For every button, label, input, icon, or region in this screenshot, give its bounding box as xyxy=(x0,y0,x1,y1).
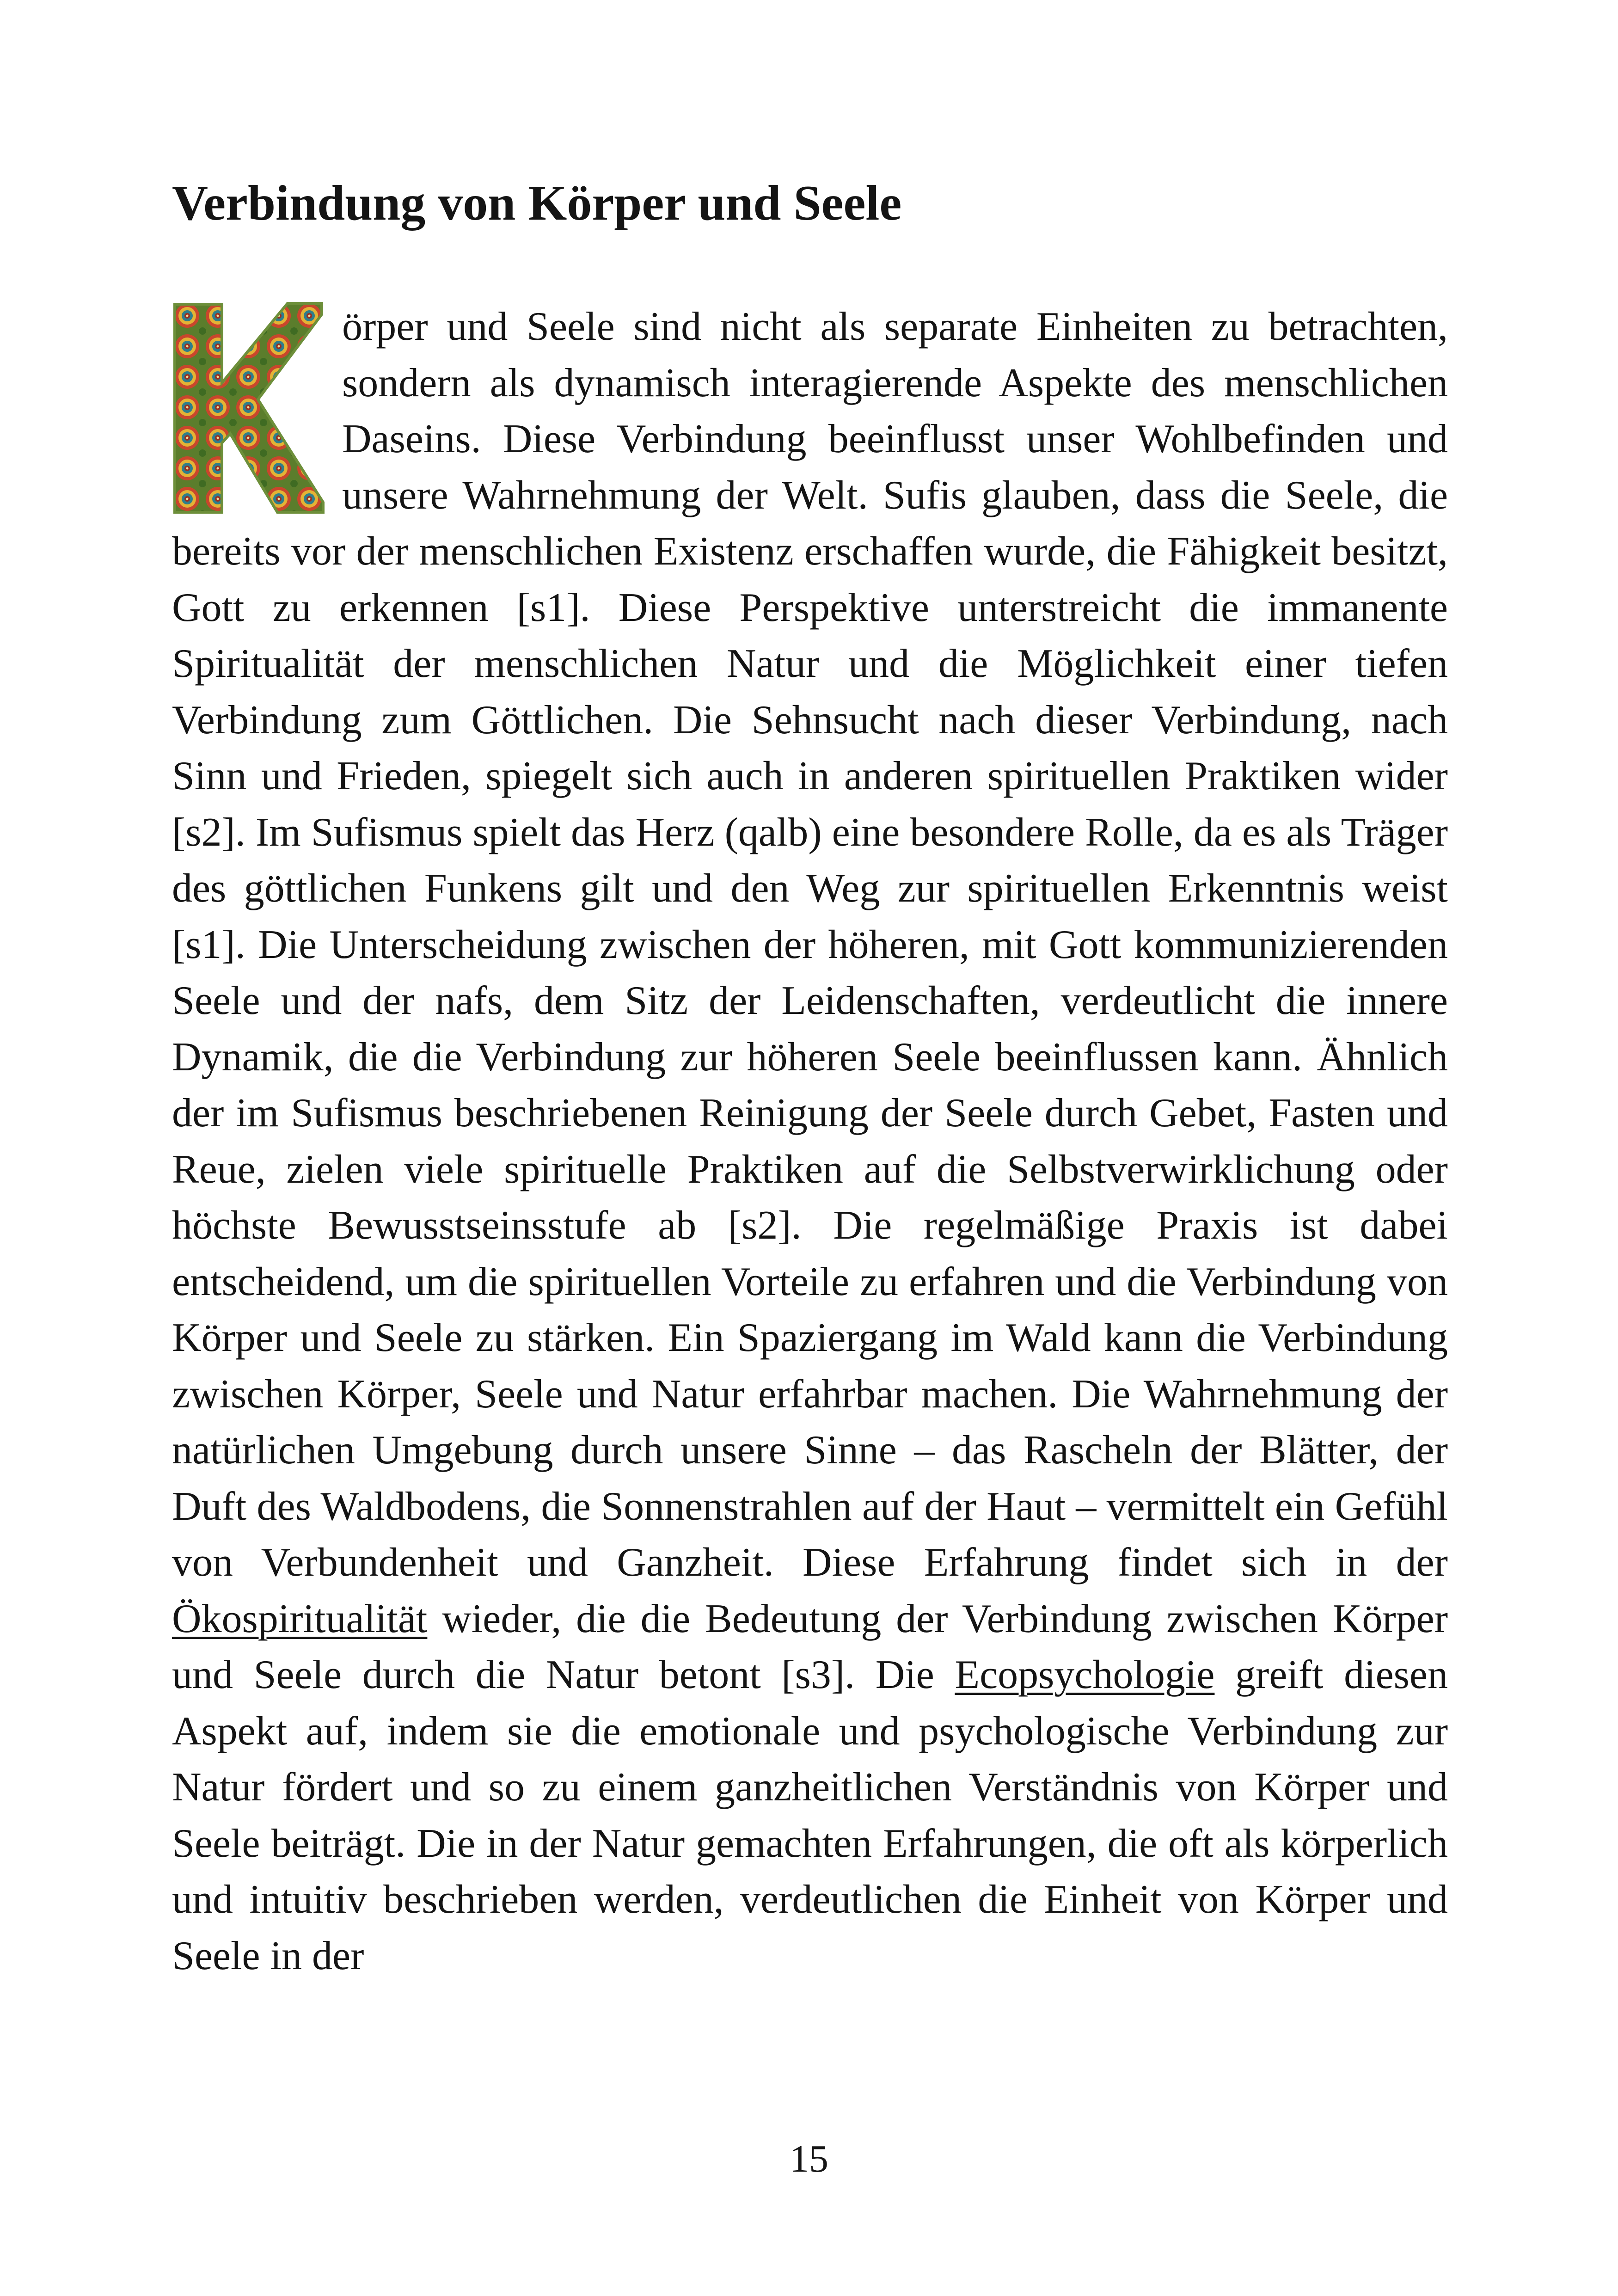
paragraph-text: greift diesen Aspekt auf, indem sie die emotionale und psychologische Verbindung zur Natur fördert und so zu einem ganzheitlichen Verständnis von Körper und Seele beiträgt. Die in der Natur gemachten Erfahrungen, die oft als körperlich und intuitiv beschrieben werden, verdeutlichen die Einheit von Körper und Seele in der xyxy=(172,1652,1448,1978)
page-number: 15 xyxy=(790,2137,828,2180)
paragraph xyxy=(172,299,1448,1984)
term-ecopsychologie: Ecopsychologie xyxy=(955,1652,1215,1697)
body-text xyxy=(172,299,1448,1984)
chapter-title: Verbindung von Körper und Seele xyxy=(172,176,902,231)
paragraph-text: wieder, die die Bedeutung der Verbindung zwischen Körper und Seele durch die Natur betont [s3]. Die xyxy=(172,1596,1448,1697)
term-oekospiritualitaet: Ökospiritualität xyxy=(172,1596,428,1641)
ornamental-k-icon xyxy=(172,301,325,514)
drop-cap-k xyxy=(172,301,325,514)
paragraph-text: örper und Seele sind nicht als separate Einheiten zu betrachten, sondern als dynamisch interagierende Aspekte des menschlichen Daseins. Diese Verbindung beeinflusst unser Wohlbefinden und unsere Wahrnehmung der Welt. Sufis glauben, dass die Seele, die bereits vor der menschlichen Existenz erschaffen wurde, die Fähigkeit besitzt, Gott zu erkennen [s1]. Diese Perspektive unterstreicht die immanente Spiritualität der menschlichen Natur und die Möglichkeit einer tiefen Verbindung zum Göttlichen. Die Sehnsucht nach dieser Verbindung, nach Sinn und Frieden, spiegelt sich auch in anderen spirituellen Praktiken wider [s2]. Im Sufismus spielt das Herz (qalb) eine besondere Rolle, da es als Träger des göttlichen Funkens gilt und den Weg zur spirituellen Erkenntnis weist [s1]. Die Unterscheidung zwischen der höheren, mit Gott kommunizierenden Seele und der nafs, dem Sitz der Leidenschaften, verdeutlicht die innere Dynamik, die die Verbindung zur höheren Seele beeinflussen kann. Ähnlich der im Sufismus beschriebenen Reinigung der Seele durch Gebet, Fasten und Reue, zielen viele spirituelle Praktiken auf die Selbstverwirklichung oder höchste Bewusstseinsstufe ab [s2]. Die regelmäßige Praxis ist dabei entscheidend, um die spirituellen Vorteile zu erfahren und die Verbindung von Körper und Seele zu stärken. Ein Spaziergang im Wald kann die Verbindung zwischen Körper, Seele und Natur erfahrbar machen. Die Wahrnehmung der natürlichen Umgebung durch unsere Sinne – das Rascheln der Blätter, der Duft des Waldbodens, die Sonnenstrahlen auf der Haut – vermittelt ein Gefühl von Verbundenheit und Ganzheit. Diese Erfahrung findet sich in der xyxy=(172,304,1448,1585)
